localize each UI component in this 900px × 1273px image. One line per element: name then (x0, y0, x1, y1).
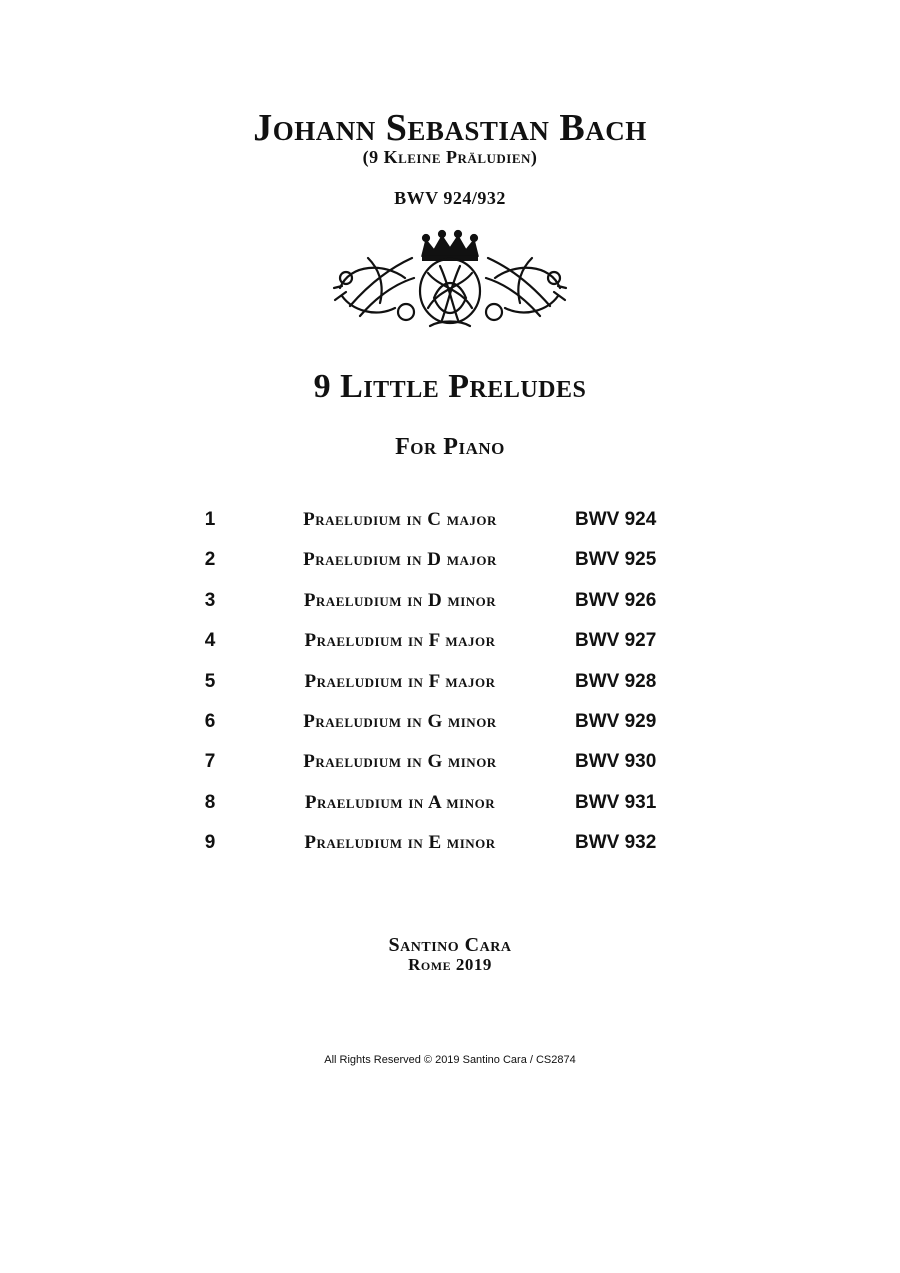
bwv-number: BWV 926 (575, 589, 657, 611)
prelude-number: 7 (204, 751, 216, 773)
prelude-number: 2 (204, 549, 216, 571)
contents-row (0, 626, 900, 666)
place-date: Rome 2019 (408, 955, 492, 974)
bwv-number: BWV 925 (575, 549, 657, 571)
instrument-subtitle: For Piano (395, 434, 505, 460)
bwv-number: BWV 924 (575, 509, 657, 530)
contents-row (0, 505, 900, 545)
contents-row (0, 707, 900, 747)
contents-row (0, 667, 900, 707)
prelude-number: 8 (204, 791, 216, 813)
bwv-number: BWV 927 (575, 630, 657, 652)
prelude-number: 3 (204, 589, 216, 611)
work-title: 9 Little Preludes (313, 368, 587, 405)
prelude-title: Praeludium in F major (304, 630, 496, 652)
composer-name: Johann Sebastian Bach (253, 107, 647, 149)
contents-row (0, 828, 900, 868)
bwv-number: BWV 932 (575, 832, 657, 854)
contents-list (0, 505, 900, 869)
prelude-title: Praeludium in F major (304, 670, 496, 692)
bach-monogram-seal (330, 228, 570, 333)
prelude-title: Praeludium in D major (303, 549, 497, 571)
prelude-title: Praeludium in C major (303, 509, 497, 530)
prelude-number: 9 (204, 832, 216, 854)
prelude-number: 6 (204, 710, 216, 732)
bwv-number: BWV 929 (575, 710, 657, 732)
contents-row (0, 788, 900, 828)
prelude-number: 5 (204, 670, 216, 692)
prelude-title: Praeludium in E minor (304, 832, 496, 854)
prelude-number: 4 (204, 630, 216, 652)
contents-row (0, 586, 900, 626)
prelude-title: Praeludium in A minor (304, 791, 496, 813)
contents-row (0, 747, 900, 787)
contents-row (0, 545, 900, 585)
bwv-number: BWV 928 (575, 670, 657, 692)
subtitle: (9 Kleine Präludien) (362, 147, 538, 167)
arranger-name: Santino Cara (388, 934, 512, 956)
prelude-title: Praeludium in G minor (303, 751, 497, 773)
prelude-title: Praeludium in G minor (303, 710, 497, 732)
prelude-title: Praeludium in D minor (303, 589, 497, 611)
prelude-number: 1 (204, 509, 216, 530)
bwv-number: BWV 931 (575, 791, 657, 813)
copyright-notice: All Rights Reserved © 2019 Santino Cara / CS2874 (324, 1054, 576, 1066)
catalog-number: BWV 924/932 (394, 188, 506, 208)
bwv-number: BWV 930 (575, 751, 657, 773)
